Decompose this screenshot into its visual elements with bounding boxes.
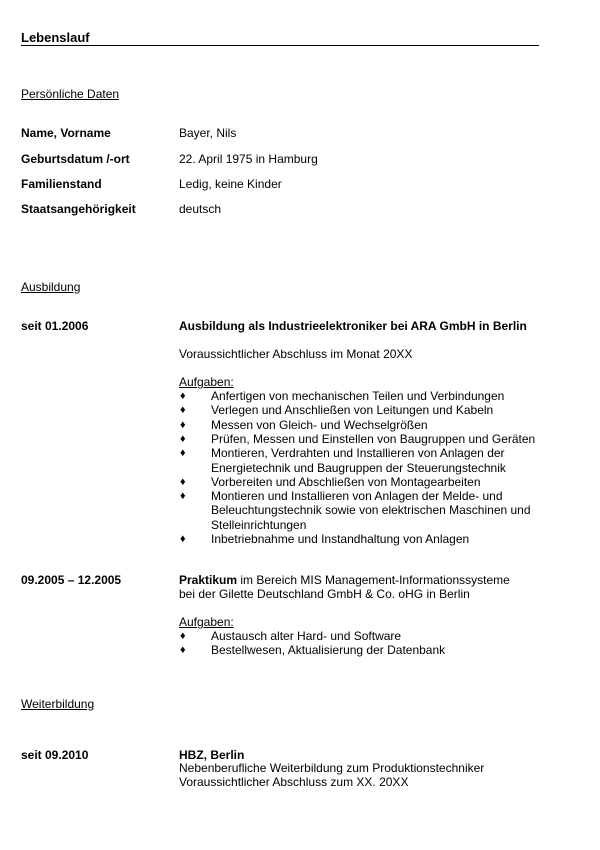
task-item: Prüfen, Messen und Einstellen von Baugruppen und Geräten [211, 431, 536, 446]
entry-title: HBZ, Berlin [179, 748, 245, 762]
value-family: Ledig, keine Kinder [179, 177, 282, 191]
bullet-icon: ♦ [180, 404, 186, 417]
entry-note: Voraussichtlicher Abschluss im Monat 20XX [179, 347, 413, 361]
task-item: Beleuchtungstechnik sowie von elektrischen Maschinen und [211, 503, 531, 518]
bullet-icon: ♦ [180, 630, 186, 642]
bullet-icon: ♦ [180, 418, 186, 431]
entry-date: seit 01.2006 [21, 319, 89, 333]
task-item: Energietechnik und Baugruppen der Steuerungstechnik [211, 460, 506, 475]
task-item: Montieren, Verdrahten und Installieren von Anlagen der [211, 446, 505, 461]
task-item: Bestellwesen, Aktualisierung der Datenbank [211, 643, 446, 658]
entry-date: seit 09.2010 [21, 748, 89, 762]
task-item: Vorbereiten und Abschließen von Montagearbeiten [211, 474, 481, 489]
entry-date: 09.2005 – 12.2005 [21, 573, 122, 587]
bullet-icon: ♦ [180, 475, 186, 488]
entry-title-rest: im Bereich MIS Management-Informationssysteme [237, 573, 510, 587]
task-item: Inbetriebnahme und Instandhaltung von Anlagen [211, 532, 470, 546]
label-family: Familienstand [21, 177, 102, 191]
bullet-icon: ♦ [180, 644, 186, 657]
value-birth: 22. April 1975 in Hamburg [179, 152, 318, 166]
title-rule [21, 45, 539, 46]
entry-title: Ausbildung als Industrieelektroniker bei ARA GmbH in Berlin [179, 319, 527, 333]
label-birth: Geburtsdatum /-ort [21, 152, 130, 166]
tasks-label: Aufgaben: [179, 375, 234, 389]
section-heading-personal: Persönliche Daten [21, 87, 120, 101]
entry-line3: Voraussichtlicher Abschluss zum XX. 20XX [179, 775, 409, 789]
section-heading-weiterbildung: Weiterbildung [21, 697, 95, 711]
task-item: Austausch alter Hard- und Software [211, 629, 402, 643]
entry-line2: Nebenberufliche Weiterbildung zum Produktionstechniker [179, 761, 485, 775]
task-item: Stelleinrichtungen [211, 517, 307, 532]
label-name: Name, Vorname [21, 126, 111, 140]
section-heading-ausbildung: Ausbildung [21, 280, 81, 294]
task-item: Anfertigen von mechanischen Teilen und Verbindungen [211, 389, 505, 403]
task-item: Messen von Gleich- und Wechselgrößen [211, 417, 428, 432]
task-item: Verlegen und Anschließen von Leitungen und Kabeln [211, 403, 494, 418]
tasks-label: Aufgaben: [179, 615, 234, 629]
value-nationality: deutsch [179, 202, 222, 216]
label-nationality: Staatsangehörigkeit [21, 202, 136, 216]
value-name: Bayer, Nils [179, 126, 237, 140]
bullet-icon: ♦ [180, 490, 186, 503]
bullet-icon: ♦ [180, 533, 186, 545]
bullet-icon: ♦ [180, 390, 186, 402]
bullet-icon: ♦ [180, 432, 186, 445]
bullet-icon: ♦ [180, 447, 186, 460]
entry-line2: bei der Gilette Deutschland GmbH & Co. oHG in Berlin [179, 587, 470, 601]
entry-title [179, 573, 510, 587]
document-title: Lebenslauf [21, 30, 90, 45]
task-item: Montieren und Installieren von Anlagen der Melde- und [211, 489, 503, 504]
entry-title-bold: Praktikum [179, 573, 238, 587]
